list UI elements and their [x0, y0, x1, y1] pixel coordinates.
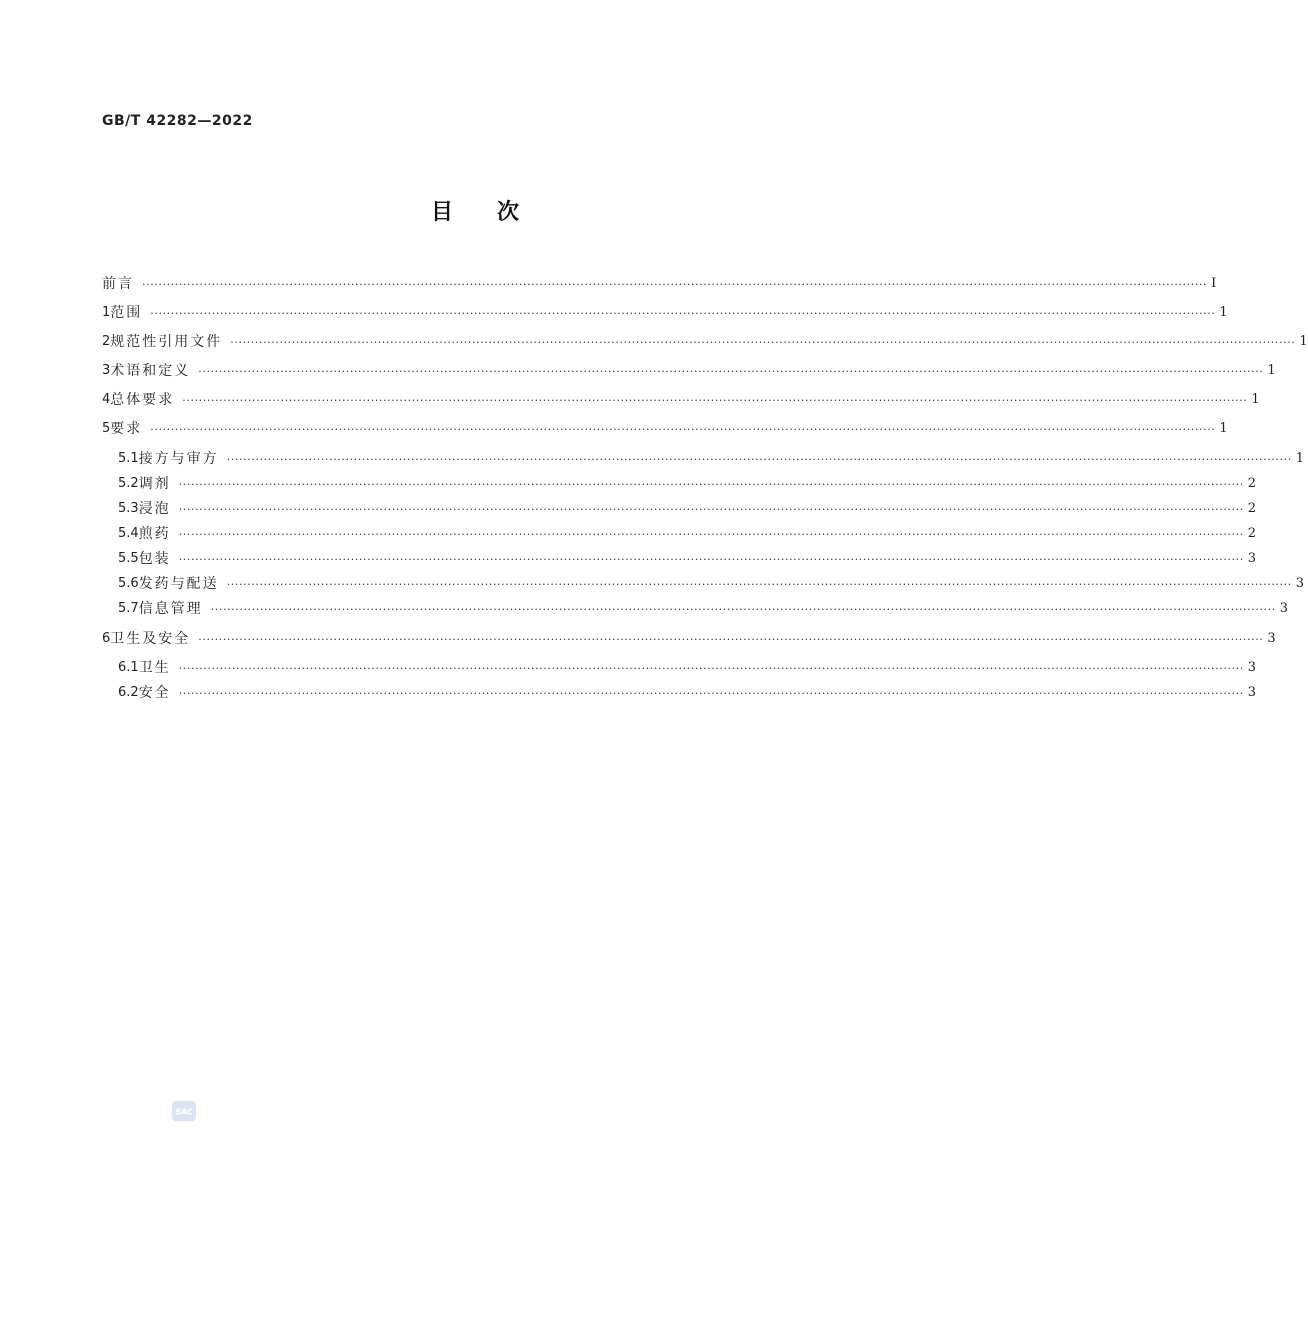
toc-entry-page: Ⅰ [1211, 276, 1217, 291]
toc-entry-number: 6.2 [118, 685, 139, 700]
toc-dot-leader: ···································································································································································································································································· [178, 478, 1244, 491]
toc-entry[interactable] [118, 450, 1305, 468]
toc-entry-page: 2 [1247, 501, 1257, 516]
toc-entry-number: 5.5 [118, 551, 139, 566]
toc-entry[interactable] [118, 600, 1289, 618]
toc-entry-number: 5.6 [118, 576, 139, 591]
toc-entry[interactable] [102, 391, 1260, 409]
toc-dot-leader: ···································································································································································································································································· [230, 336, 1296, 349]
toc-entry[interactable] [118, 475, 1257, 493]
toc-entry-label: 煎药 [138, 526, 171, 542]
toc-entry-number: 6 [102, 631, 111, 646]
toc-entry-label: 范围 [110, 305, 143, 321]
toc-entry-label: 接方与审方 [138, 451, 219, 467]
toc-entry-page: 2 [1247, 476, 1257, 491]
toc-entry[interactable] [102, 333, 1308, 351]
toc-entry-page: 1 [1299, 334, 1308, 349]
toc-entry-label: 术语和定义 [110, 363, 191, 379]
toc-entry[interactable] [102, 420, 1228, 438]
toc-dot-leader: ···································································································································································································································································· [150, 423, 1216, 436]
toc-entry-label: 包装 [138, 551, 171, 567]
toc-entry-label: 浸泡 [138, 501, 171, 517]
toc-entry-number: 5.1 [118, 451, 139, 466]
toc-entry[interactable] [102, 304, 1228, 322]
sac-watermark-logo [171, 1099, 197, 1123]
toc-entry-number: 1 [102, 305, 111, 320]
toc-entry-number: 3 [102, 363, 111, 378]
toc-dot-leader: ···································································································································································································································································· [178, 503, 1244, 516]
toc-entry-page: 1 [1295, 451, 1305, 466]
toc-entry-number: 5.3 [118, 501, 139, 516]
toc-entry-page: 1 [1251, 392, 1260, 407]
toc-entry[interactable] [118, 525, 1257, 543]
toc-entry[interactable] [102, 362, 1276, 380]
toc-dot-leader: ···································································································································································································································································· [226, 578, 1292, 591]
toc-entry-page: 3 [1247, 685, 1257, 700]
watermark-text: SAC [175, 1107, 193, 1117]
toc-entry-label: 发药与配送 [138, 576, 219, 592]
toc-entry-number: 6.1 [118, 660, 139, 675]
toc-dot-leader: ···································································································································································································································································· [178, 662, 1244, 675]
toc-dot-leader: ···································································································································································································································································· [210, 603, 1276, 616]
toc-entry-label: 卫生及安全 [110, 631, 191, 647]
toc-entry-label: 总体要求 [110, 392, 175, 408]
toc-entry-label: 规范性引用文件 [110, 334, 223, 350]
toc-entry[interactable] [102, 630, 1276, 648]
toc-entry-page: 3 [1247, 660, 1257, 675]
toc-entry[interactable] [118, 500, 1257, 518]
toc-entry-page: 1 [1219, 421, 1228, 436]
toc-dot-leader: ···································································································································································································································································· [198, 365, 1264, 378]
toc-entry-page: 1 [1267, 363, 1276, 378]
toc-entry-page: 1 [1219, 305, 1228, 320]
toc-dot-leader: ···································································································································································································································································· [178, 553, 1244, 566]
toc-entry-label: 调剂 [138, 476, 171, 492]
toc-dot-leader: ···································································································································································································································································· [178, 687, 1244, 700]
toc-dot-leader: ···································································································································································································································································· [226, 453, 1292, 466]
toc-entry[interactable] [118, 575, 1305, 593]
toc-entry[interactable] [118, 550, 1257, 568]
toc-entry-number: 4 [102, 392, 111, 407]
toc-entry-label: 信息管理 [138, 601, 203, 617]
toc-dot-leader: ···································································································································································································································································· [142, 278, 1208, 291]
toc-entry-page: 3 [1267, 631, 1276, 646]
toc-entry-label: 前言 [102, 276, 134, 292]
toc-entry-page: 3 [1295, 576, 1305, 591]
toc-entry-label: 安全 [138, 685, 171, 701]
toc-title: 目次 [430, 200, 563, 225]
toc-entry-page: 2 [1247, 526, 1257, 541]
toc-entry[interactable] [118, 684, 1257, 702]
toc-entry-number: 5.7 [118, 601, 139, 616]
toc-dot-leader: ···································································································································································································································································· [150, 307, 1216, 320]
toc-dot-leader: ···································································································································································································································································· [178, 528, 1244, 541]
toc-entry-page: 3 [1247, 551, 1257, 566]
toc-entry-label: 卫生 [138, 660, 171, 676]
toc-dot-leader: ···································································································································································································································································· [182, 394, 1248, 407]
standard-code: GB/T 42282—2022 [102, 113, 253, 129]
toc-entry-number: 5.2 [118, 476, 139, 491]
toc-entry-page: 3 [1279, 601, 1289, 616]
toc-entry-number: 5 [102, 421, 111, 436]
toc-entry-number: 5.4 [118, 526, 139, 541]
toc-entry[interactable] [102, 275, 1217, 293]
toc-entry[interactable] [118, 659, 1257, 677]
toc-entry-label: 要求 [110, 421, 143, 437]
toc-entry-number: 2 [102, 334, 111, 349]
toc-dot-leader: ···································································································································································································································································· [198, 633, 1264, 646]
